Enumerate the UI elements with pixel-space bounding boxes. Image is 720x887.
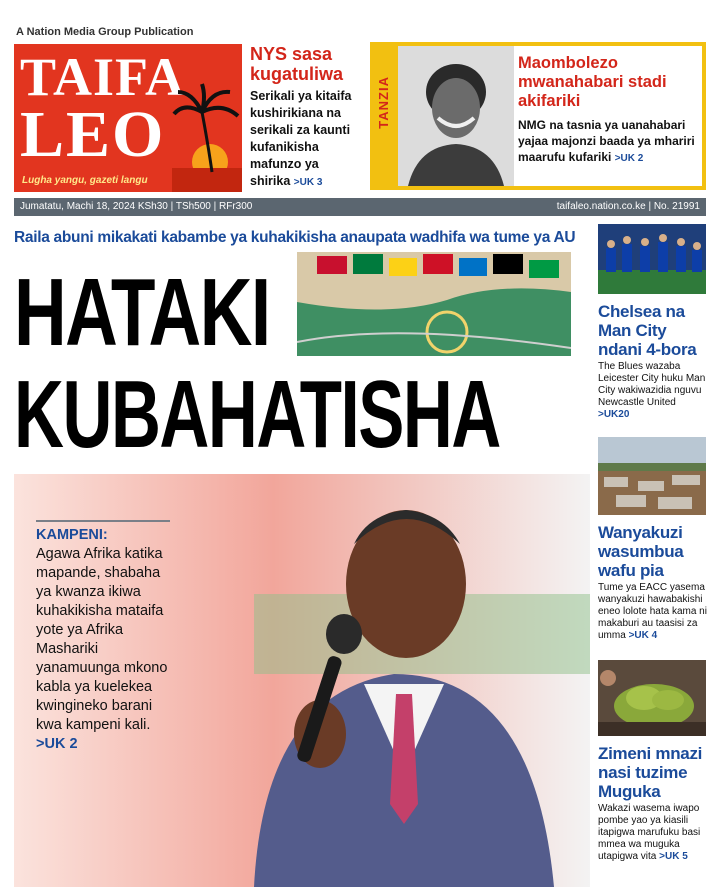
sidebar-body-muguka <box>598 803 708 863</box>
football-players-illustration <box>598 224 706 294</box>
sidebar-ref-chelsea[interactable]: >UK20 <box>598 409 630 420</box>
sidebar-text-chelsea: The Blues wazaba Leicester City huku Man City wakiwazidia nguvu Newcastle United <box>598 361 706 408</box>
tanzia-box[interactable] <box>370 42 706 190</box>
campaign-ref[interactable]: >UK 2 <box>36 736 78 752</box>
sidebar-body-wanyakuzi <box>598 582 708 642</box>
teaser-nys[interactable] <box>250 44 362 191</box>
sidebar-ref-wanyakuzi[interactable]: >UK 4 <box>628 630 658 641</box>
lead-subhead: Raila abuni mikakati kabambe ya kuhakikisha anaupata wadhifa wa tume ya AU <box>14 229 576 246</box>
sidebar-photo-cemetery <box>598 437 706 520</box>
tanzia-ref[interactable]: >UK 2 <box>614 153 644 164</box>
palm-sunset-icon <box>172 44 242 192</box>
muguka-market-illustration <box>598 660 706 736</box>
teaser-nys-ref[interactable]: >UK 3 <box>293 177 323 188</box>
sidebar-text-wanyakuzi: Tume ya EACC yasema wanyakuzi hawabakishi eneo lolote hata kama ni makaburi au taasisi za umma <box>598 582 707 641</box>
teaser-nys-body <box>250 88 362 191</box>
masthead-tagline: Lugha yangu, gazeti langu <box>22 175 148 186</box>
campaign-body: Agawa Afrika katika mapande, shabaha ya kwanza ikiwa kuhakikisha mataifa yote ya Afrika Mashariki yanamuunga mkono kabla ya kuelekea kwingineko barani kwa kampeni kali. <box>36 546 168 733</box>
sidebar-story-muguka[interactable] <box>598 660 708 863</box>
tanzia-body-text: NMG na tasnia ya uanahabari yajaa majonzi baada ya mhariri maarufu kufariki <box>518 118 695 164</box>
tanzia-label: TANZIA <box>376 76 391 129</box>
tanzia-text <box>518 54 698 167</box>
africa-flags-map-image <box>297 252 571 356</box>
sidebar-photo-muguka <box>598 660 706 741</box>
sidebar-photo-football <box>598 224 706 299</box>
campaign-rule <box>36 520 170 522</box>
sidebar-body-chelsea <box>598 361 708 421</box>
teaser-nys-text: Serikali ya kitaifa kushirikiana na serikali za kaunti kufanikisha mafunzo ya shirika <box>250 89 352 188</box>
teaser-nys-title: NYS sasa kugatuliwa <box>250 44 344 84</box>
masthead-title-leo: LEO <box>20 98 166 171</box>
africa-flags-map <box>297 252 571 356</box>
sidebar-title-chelsea: Chelsea na Man City ndani 4-bora <box>598 302 697 359</box>
lead-headline-line-1: HATAKI <box>14 259 270 366</box>
sidebar-title-muguka: Zimeni mnazi nasi tuzime Muguka <box>598 744 703 801</box>
date-bar <box>14 198 706 216</box>
sidebar-ref-muguka[interactable]: >UK 5 <box>659 851 688 862</box>
sidebar-story-wanyakuzi[interactable] <box>598 437 708 642</box>
lead-headline-line-2: KUBAHATISHA <box>14 361 500 468</box>
tanzia-title: Maombolezo mwanahabari stadi akifariki <box>518 54 667 110</box>
publication-credit: A Nation Media Group Publication <box>16 26 194 38</box>
sidebar-text-muguka: Wakazi wasema iwapo pombe yao ya kiasili itapigwa marufuku basi mmea wa muguka utapigwa vita <box>598 803 701 862</box>
portrait-illustration <box>398 46 514 186</box>
masthead-logo[interactable] <box>14 44 242 192</box>
tanzia-body <box>518 117 698 167</box>
cemetery-illustration <box>598 437 706 515</box>
campaign-label: KAMPENI: <box>36 527 108 543</box>
website-issue-number[interactable]: taifaleo.nation.co.ke | No. 21991 <box>556 201 700 212</box>
campaign-box <box>36 520 170 754</box>
sidebar-title-wanyakuzi: Wanyakuzi wasumbua wafu pia <box>598 523 684 580</box>
sidebar-story-chelsea[interactable] <box>598 224 708 421</box>
masthead-title-taifa: TAIFA <box>20 47 185 107</box>
issue-date-price: Jumatatu, Machi 18, 2024 KSh30 | TSh500 | RFr300 <box>20 201 253 212</box>
portrait-photo <box>398 46 514 186</box>
